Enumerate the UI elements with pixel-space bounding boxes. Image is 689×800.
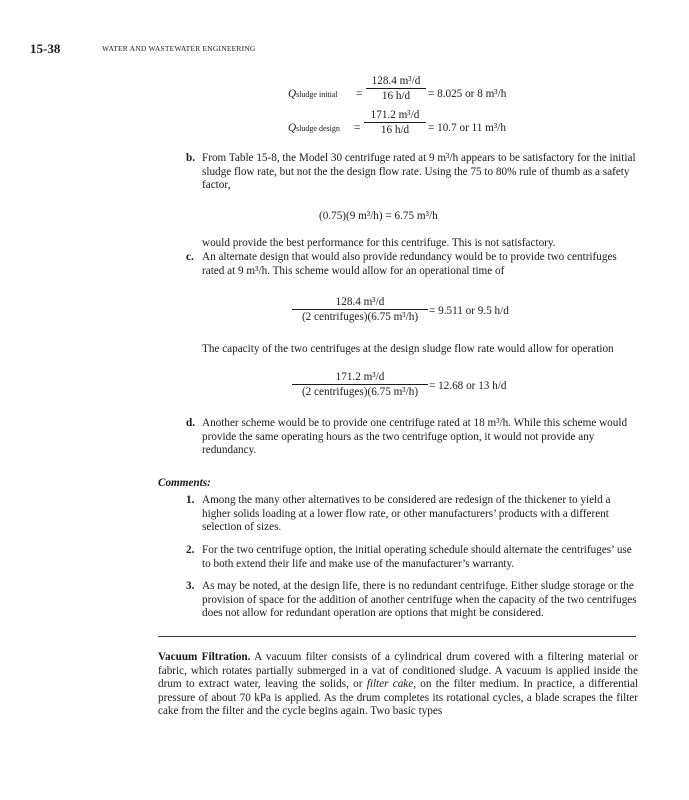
comment-1-label: 1. [186, 494, 195, 506]
eq1-lhs-main: Q [288, 88, 297, 100]
eq4-fraction-bar [292, 309, 428, 310]
section-divider [158, 636, 636, 637]
eq4-denominator: (2 centrifuges)(6.75 m³/h) [301, 311, 419, 323]
eq1-denominator: 16 h/d [381, 90, 411, 102]
comment-2-text: For the two centrifuge option, the initial operating schedule should alternate the centrifuges’ use to both extend their life and make use of the manufacturer’s warranty. [202, 544, 632, 570]
eq1-fraction-bar [366, 88, 426, 89]
eq2-lhs-sub: sludge design [296, 124, 340, 133]
eq1-numerator: 128.4 m³/d [371, 75, 421, 87]
vacuum-filtration-paragraph [158, 651, 638, 719]
item-c-text: An alternate design that would also provide redundancy would be to provide two centrifuges rated at 9 m³/h. This scheme would allow for an operational time of [202, 251, 617, 277]
item-d-text: Another scheme would be to provide one centrifuge rated at 18 m³/h. While this scheme would provide the same operating hours as the two centrifuge option, it would not provide any redundancy. [202, 417, 628, 457]
eq2-lhs-main: Q [288, 122, 297, 134]
eq5-fraction [292, 371, 428, 398]
running-title: WATER AND WASTEWATER ENGINEERING [102, 44, 256, 53]
eq5-fraction-bar [292, 384, 428, 385]
vacuum-text-b: on the filter medium. In practice, a differential pressure of about 70 kPa is applied. As the drum completes its rotational cycles, a blade scrapes the filter cake from the filter and the cycle begins again. Two basic types [158, 678, 639, 718]
eq5-result: = 12.68 or 13 h/d [429, 380, 507, 392]
vacuum-term: filter cake, [366, 678, 417, 691]
page-number: 15-38 [30, 41, 61, 56]
comment-3-label: 3. [186, 580, 195, 592]
eq2-fraction-bar [364, 122, 426, 123]
eq4-result: = 9.511 or 9.5 h/d [429, 305, 509, 317]
eq2-numerator: 171.2 m³/d [370, 109, 420, 121]
eq1-equals: = [356, 88, 363, 100]
eq1-fraction [366, 75, 426, 102]
eq2-result: = 10.7 or 11 m³/h [428, 122, 506, 134]
eq2-equals: = [354, 122, 361, 134]
eq2-denominator: 16 h/d [380, 124, 410, 136]
item-d-label: d. [186, 417, 196, 429]
eq5-numerator: 171.2 m³/d [335, 371, 385, 383]
comment-1-text: Among the many other alternatives to be considered are redesign of the thickener to yield a higher solids loading at a lower flow rate, or other manufacturers’ products with a different selection of sizes. [202, 494, 611, 534]
comment-2-label: 2. [186, 544, 195, 556]
item-b-conclusion: would provide the best performance for this centrifuge. This is not satisfactory. [202, 237, 556, 249]
vacuum-text-a: A vacuum filter consists of a cylindrical drum covered with a filtering material or fabric, which rotates partially submerged in a vat of conditioned sludge. A vacuum is applied inside the drum to extract water, leaving the solids, or [158, 651, 638, 691]
eq1-lhs [288, 88, 338, 100]
item-c-label: c. [186, 251, 194, 263]
eq3: (0.75)(9 m³/h) = 6.75 m³/h [319, 210, 438, 222]
eq4-fraction [292, 296, 428, 323]
eq4-numerator: 128.4 m³/d [335, 296, 385, 308]
eq2-fraction [364, 109, 426, 136]
vacuum-filtration-heading: Vacuum Filtration. [158, 651, 251, 663]
item-c-capacity-text: The capacity of the two centrifuges at the design sludge flow rate would allow for operation [202, 343, 614, 355]
item-b-text: From Table 15-8, the Model 30 centrifuge rated at 9 m³/h appears to be satisfactory for the initial sludge flow rate, but not the the design flow rate. Using the 75 to 80% rule of thumb as a safety factor, [202, 152, 636, 192]
comment-3-text: As may be noted, at the design life, there is no redundant centrifuge. Either sludge storage or the provision of space for the addition of another centrifuge when the capacity of the two centrifuges does not allow for redundant operation are options that might be considered. [202, 580, 637, 620]
eq2-lhs [288, 122, 340, 134]
eq5-denominator: (2 centrifuges)(6.75 m³/h) [301, 386, 419, 398]
eq1-lhs-sub: sludge initial [296, 90, 338, 99]
item-b-label: b. [186, 152, 196, 164]
eq1-result: = 8.025 or 8 m³/h [428, 88, 507, 100]
comments-title: Comments: [158, 477, 211, 489]
